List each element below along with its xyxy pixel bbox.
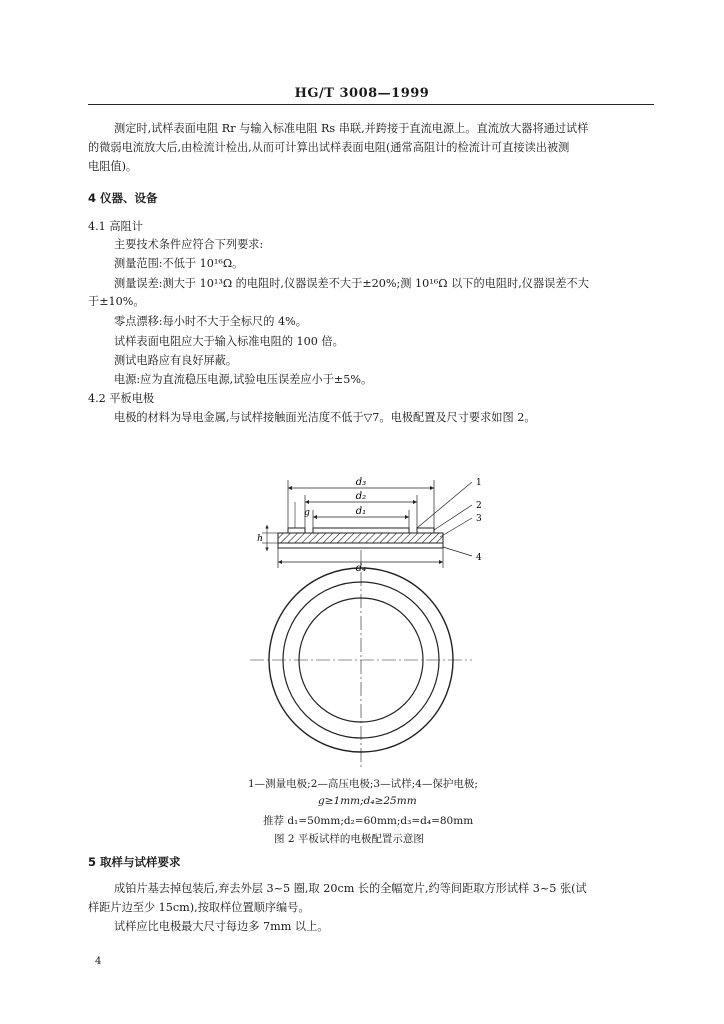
high-voltage-electrode-section: [278, 543, 443, 548]
guard-electrode-right: [417, 528, 434, 533]
intro-line-3: 电阻值)。: [88, 160, 138, 173]
measure-electrode-section: [313, 528, 409, 533]
figure-condition: g≥1mm;d₄≥25mm: [318, 795, 417, 807]
page-number: 4: [95, 956, 102, 967]
intro-line-2: 的微弱电流放大后,由检流计检出,从而可计算出试样表面电阻(通常高阻计的检流计可直接读出被测: [88, 141, 570, 154]
s41-line-5: 试样表面电阻应大于输入标准电阻的 100 倍。: [114, 335, 344, 348]
plan-view: [250, 550, 472, 768]
callout-1: 1: [476, 478, 482, 488]
figure-title: 图 2 平板试样的电极配置示意图: [274, 833, 424, 845]
intro-line-1: 测定时,试样表面电阻 Rr 与输入标准电阻 Rs 串联,并跨接于直流电源上。直流放大器将通过试样: [114, 122, 589, 135]
dim-label-h: h: [257, 534, 263, 544]
electrode-diagram: [240, 470, 500, 770]
s41-line-2: 测量误差:测大于 10¹³Ω 的电阻时,仪器误差不大于±20%;测 10¹⁶Ω 以下的电阻时,仪器误差不大: [114, 277, 589, 290]
callout-3: 3: [476, 514, 482, 524]
figure-recommend: 推荐 d₁=50mm;d₂=60mm;d₃=d₄=80mm: [263, 815, 474, 827]
callout-4: 4: [476, 553, 482, 563]
s41-line-6: 测试电路应有良好屏蔽。: [114, 354, 238, 367]
s5-line-2: 试样应比电极最大尺寸每边多 7mm 以上。: [114, 920, 329, 933]
section-4-2-title: 4.2 平板电极: [88, 392, 155, 405]
callout-2: 2: [476, 501, 482, 511]
section-4-1-title: 4.1 高阻计: [88, 220, 143, 233]
s5-line-0: 成铂片基去掉包装后,弃去外层 3~5 圈,取 20cm 长的全幅宽片,约等间距取方形试样 3~5 张(试: [114, 882, 587, 895]
header-rule: [88, 104, 654, 105]
dim-label-d3: d₃: [355, 477, 367, 488]
dim-label-d4: d₄: [355, 563, 367, 574]
s42-line: 电极的材料为导电金属,与试样接触面光洁度不低于▽7。电极配置及尺寸要求如图 2。: [114, 411, 536, 424]
s41-line-1: 测量范围:不低于 10¹⁶Ω。: [114, 257, 244, 270]
s41-line-7: 电源:应为直流稳压电源,试验电压误差应小于±5%。: [114, 373, 373, 386]
s5-line-1: 样距片边至少 15cm),按取样位置顺序编号。: [88, 901, 310, 914]
guard-electrode-left: [288, 528, 305, 533]
dim-label-g: g: [304, 508, 310, 518]
specimen-section: [278, 533, 443, 543]
s41-line-0: 主要技术条件应符合下列要求:: [114, 238, 264, 251]
section-5-title: 5 取样与试样要求: [88, 855, 181, 869]
figure-legend: 1—测量电极;2—高压电极;3—试样;4—保护电极;: [248, 778, 478, 790]
s41-line-4: 零点漂移:每小时不大于全标尺的 4%。: [114, 315, 307, 328]
section-4-title: 4 仪器、设备: [88, 191, 158, 205]
s41-line-3: 于±10%。: [88, 295, 145, 308]
document-header: HG/T 3008—1999: [294, 86, 430, 101]
dim-label-d2: d₂: [355, 491, 367, 502]
dim-label-d1: d₁: [355, 506, 367, 517]
